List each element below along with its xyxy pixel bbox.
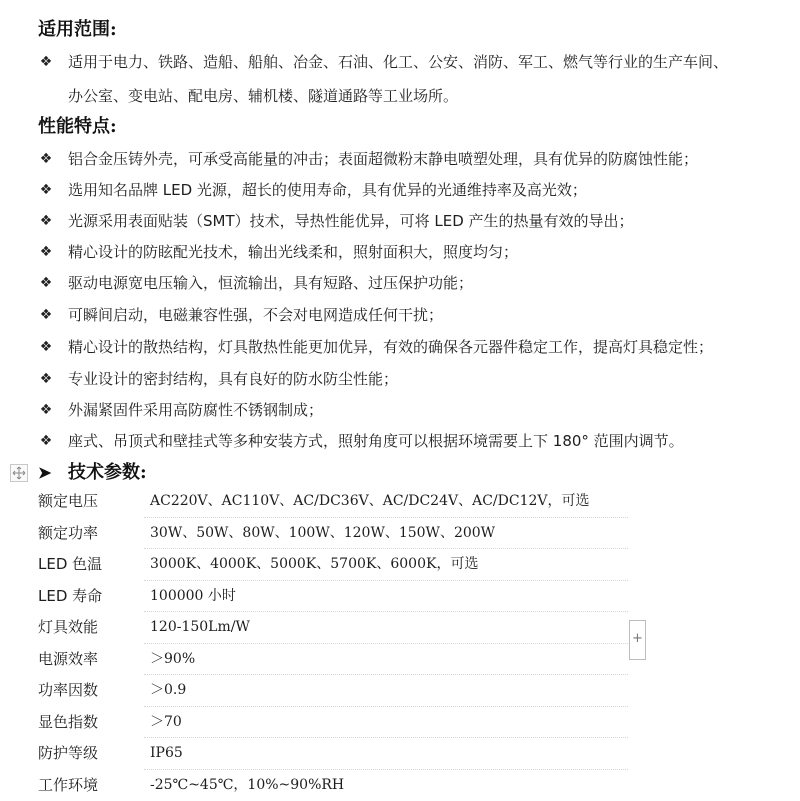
arrow-bullet-icon: ➤ xyxy=(38,461,68,485)
spec-value: IP65 xyxy=(150,743,183,763)
spec-label: 额定电压 xyxy=(38,491,98,511)
diamond-bullet-icon: ❖ xyxy=(38,400,54,420)
diamond-bullet-icon: ❖ xyxy=(38,242,54,262)
feature-text: 驱动电源宽电压输入，恒流输出，具有短路、过压保护功能； xyxy=(68,273,473,293)
spec-label: 工作环境 xyxy=(38,775,98,795)
spec-label: 防护等级 xyxy=(38,743,98,763)
diamond-bullet-icon: ❖ xyxy=(38,305,54,325)
spec-label: 电源效率 xyxy=(38,649,98,669)
feature-text: 可瞬间启动，电磁兼容性强，不会对电网造成任何干扰； xyxy=(68,305,443,325)
diamond-bullet-icon: ❖ xyxy=(38,273,54,293)
spec-label: LED 色温 xyxy=(38,554,102,574)
scope-text-line-1: 适用于电力、铁路、造船、船舶、冶金、石油、化工、公安、消防、军工、燃气等行业的生产车间、 xyxy=(68,52,728,72)
features-heading: 性能特点: xyxy=(38,116,117,138)
feature-text: 专业设计的密封结构，具有良好的防水防尘性能； xyxy=(68,369,398,389)
diamond-bullet-icon: ❖ xyxy=(38,52,54,72)
tech-heading xyxy=(38,461,147,485)
table-row xyxy=(38,675,638,707)
scope-heading: 适用范围: xyxy=(38,19,117,41)
table-row xyxy=(38,581,638,613)
table-row xyxy=(38,738,638,770)
diamond-bullet-icon: ❖ xyxy=(38,211,54,231)
spec-value: ＞0.9 xyxy=(150,680,186,700)
spec-value: ＞70 xyxy=(150,712,182,732)
diamond-bullet-icon: ❖ xyxy=(38,337,54,357)
table-row xyxy=(38,486,638,518)
feature-text: 精心设计的防眩配光技术，输出光线柔和，照射面积大，照度均匀； xyxy=(68,242,518,262)
spec-label: LED 寿命 xyxy=(38,586,102,606)
move-icon xyxy=(12,466,26,480)
diamond-bullet-icon: ❖ xyxy=(38,431,54,451)
feature-text: 光源采用表面贴装（SMT）技术，导热性能优异，可将 LED 产生的热量有效的导出； xyxy=(68,211,634,231)
spec-label: 灯具效能 xyxy=(38,617,98,637)
diamond-bullet-icon: ❖ xyxy=(38,180,54,200)
diamond-bullet-icon: ❖ xyxy=(38,149,54,169)
table-row xyxy=(38,549,638,581)
spec-label: 功率因数 xyxy=(38,680,98,700)
table-row xyxy=(38,707,638,739)
table-row xyxy=(38,518,638,550)
spec-label: 显色指数 xyxy=(38,712,98,732)
spec-value: ＞90% xyxy=(150,649,195,669)
feature-text: 铝合金压铸外壳，可承受高能量的冲击；表面超微粉末静电喷塑处理，具有优异的防腐蚀性能； xyxy=(68,149,698,169)
tech-heading-text: 技术参数: xyxy=(68,462,147,483)
spec-value: 100000 小时 xyxy=(150,586,236,606)
table-add-column-button[interactable] xyxy=(629,620,646,660)
spec-value: 120-150Lm/W xyxy=(150,617,250,637)
spec-value: 3000K、4000K、5000K、5700K、6000K，可选 xyxy=(150,554,478,574)
table-row xyxy=(38,770,638,801)
table-row xyxy=(38,612,638,644)
spec-label: 额定功率 xyxy=(38,523,98,543)
feature-text: 选用知名品牌 LED 光源，超长的使用寿命，具有优异的光通维持率及高光效； xyxy=(68,180,587,200)
feature-text: 精心设计的散热结构，灯具散热性能更加优异，有效的确保各元器件稳定工作，提高灯具稳定性； xyxy=(68,337,713,357)
spec-value: AC220V、AC110V、AC/DC36V、AC/DC24V、AC/DC12V，可选 xyxy=(150,491,590,511)
spec-table xyxy=(38,486,638,801)
diamond-bullet-icon: ❖ xyxy=(38,369,54,389)
spec-value: 30W、50W、80W、100W、120W、150W、200W xyxy=(150,523,495,543)
feature-text: 外漏紧固件采用高防腐性不锈钢制成； xyxy=(68,400,323,420)
plus-icon: + xyxy=(630,631,645,647)
spec-value: -25℃~45℃，10%~90%RH xyxy=(150,775,344,795)
scope-text-line-2: 办公室、变电站、配电房、辅机楼、隧道通路等工业场所。 xyxy=(68,86,458,106)
feature-text: 座式、吊顶式和壁挂式等多种安装方式，照射角度可以根据环境需要上下 180° 范围内调节。 xyxy=(68,431,684,451)
table-row xyxy=(38,644,638,676)
table-move-handle[interactable] xyxy=(10,464,28,482)
